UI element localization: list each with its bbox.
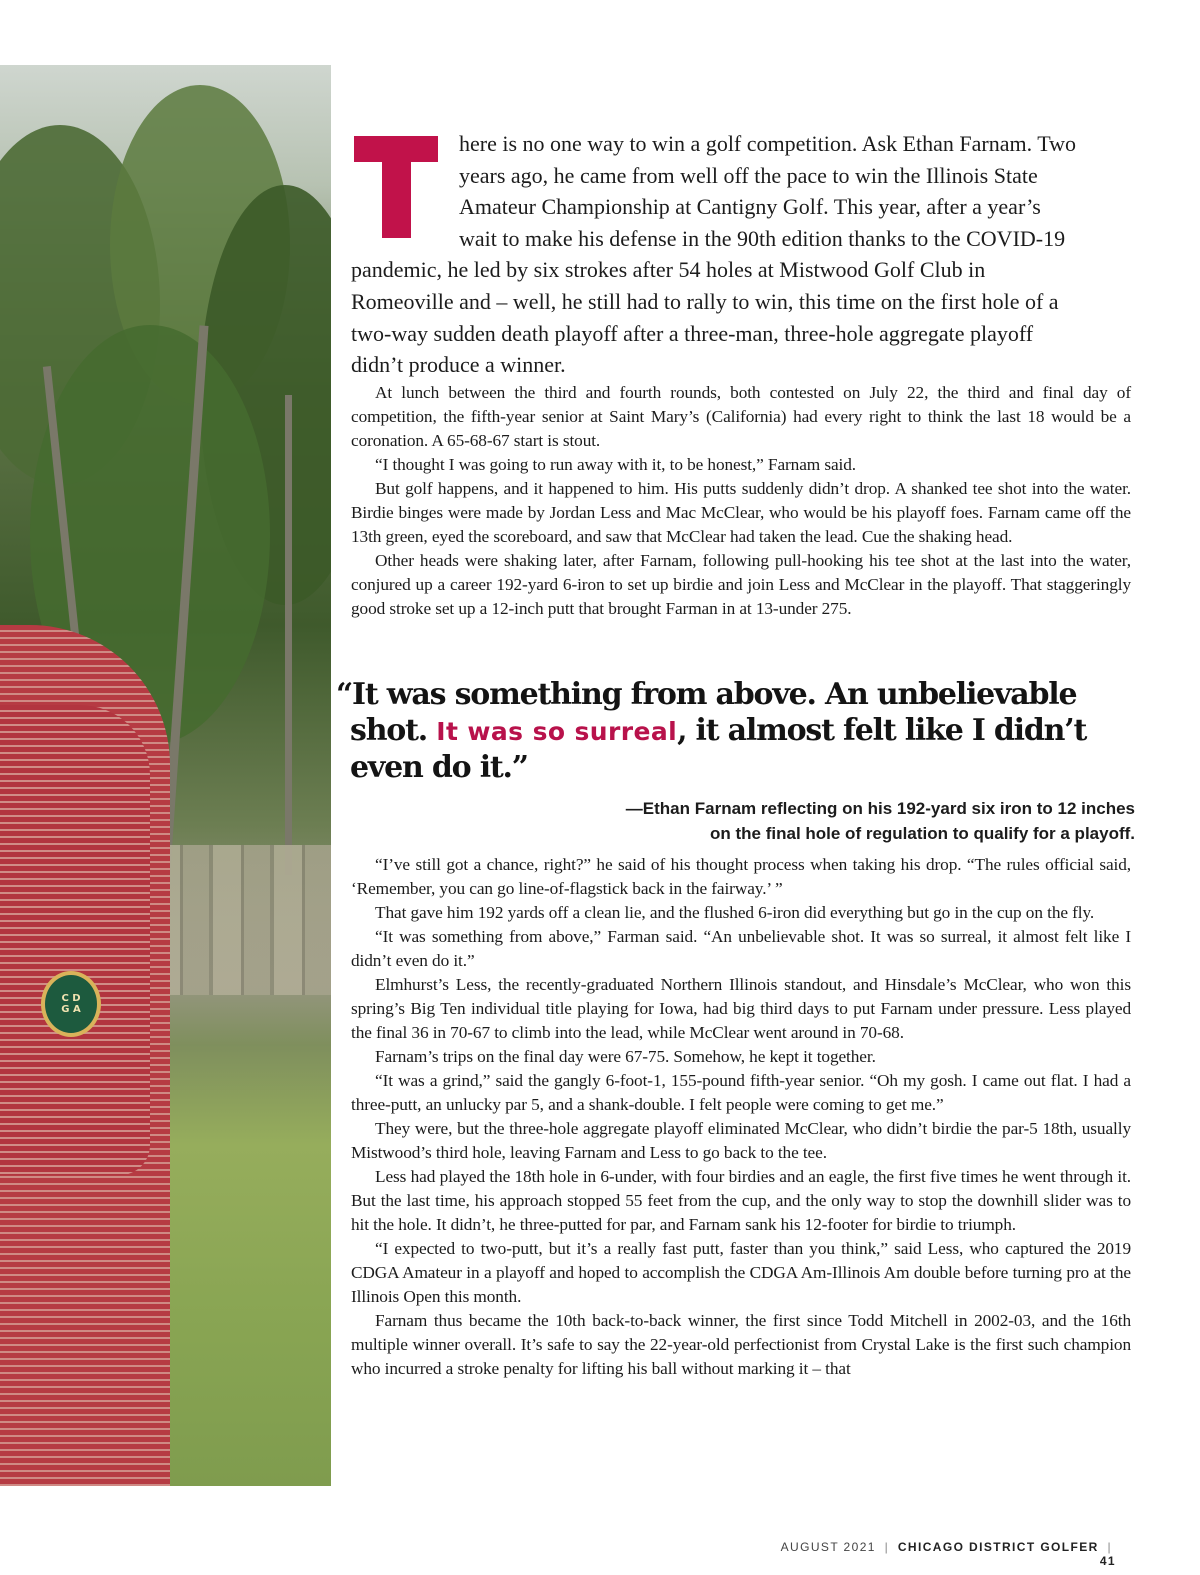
- lede-line: Amateur Championship at Cantigny Golf. This year, after a year’s: [459, 194, 1041, 220]
- lede-paragraph: [351, 128, 1131, 381]
- dropcap: [354, 136, 438, 238]
- page-footer: [760, 1540, 1116, 1568]
- footer-date: AUGUST 2021: [780, 1540, 876, 1554]
- pull-quote: [336, 677, 1136, 846]
- patch-letters: C D G A: [61, 993, 81, 1015]
- golfer-sleeve: [0, 705, 150, 1175]
- body-paragraph: Other heads were shaking later, after Farnam, following pull-hooking his tee shot at the last into the water, conjured up a career 192-yard 6-iron to set up birdie and join Less and McClear in the playoff. That staggeringly good stroke set up a 12-inch putt that brought Farman in at 13-under 275.: [351, 550, 1131, 618]
- footer-magazine-name: CHICAGO DISTRICT GOLFER: [897, 1540, 1099, 1554]
- body-paragraph: At lunch between the third and fourth rounds, both contested on July 22, the third and final day of competition, the fifth-year senior at Saint Mary’s (California) had every right to think the last 18 would be a coronation. A 65-68-67 start is stout.: [351, 382, 1131, 450]
- body-paragraph: Farnam’s trips on the final day were 67-75. Somehow, he kept it together.: [375, 1047, 876, 1066]
- body-paragraph: “It was something from above,” Farman said. “An unbelievable shot. It was so surreal, it almost felt like I didn’t even do it.”: [351, 927, 1131, 970]
- body-paragraph: They were, but the three-hole aggregate playoff eliminated McClear, who didn’t birdie the par-5 18th, usually Mistwood’s third hole, leaving Farnam and Less to go back to the tee.: [351, 1119, 1131, 1162]
- pull-quote-attribution: [336, 796, 1136, 846]
- attribution-line: on the final hole of regulation to qualify for a playoff.: [710, 824, 1135, 843]
- dropcap-stem: [382, 136, 411, 238]
- cover-photo: [0, 65, 331, 1486]
- article-body-continued: [351, 853, 1131, 1381]
- pull-quote-after: , it almost felt like I didn’t even do it.”: [350, 713, 1087, 785]
- attribution-line: —Ethan Farnam reflecting on his 192-yard six iron to 12 inches: [625, 799, 1135, 818]
- pull-quote-text: [336, 677, 1136, 786]
- body-paragraph: Farnam thus became the 10th back-to-back winner, the first since Todd Mitchell in 2002-03, and the 16th multiple winner overall. It’s safe to say the 22-year-old perfectionist from Crystal Lake is the first such champion who incurred a stroke penalty for lifting his ball without marking it – that: [351, 1311, 1131, 1378]
- cdga-logo-patch: [41, 971, 101, 1037]
- body-paragraph: But golf happens, and it happened to him. His putts suddenly didn’t drop. A shanked tee shot into the water. Birdie binges were made by Jordan Less and Mac McClear, who would be his playoff foes. Farnam came off the 13th green, eyed the scoreboard, and saw that McClear had taken the lead. Cue the shaking head.: [351, 478, 1131, 546]
- body-paragraph: Elmhurst’s Less, the recently-graduated Northern Illinois standout, and Hinsdale’s McClear, who won this spring’s Big Ten individual title playing for Iowa, had big third days to put Farnam under pressure. Less played the final 36 in 70-67 to climb into the lead, while McClear went around in 70-68.: [351, 975, 1131, 1042]
- lede-line: two-way sudden death playoff after a three-man, three-hole aggregate playoff: [351, 320, 1034, 346]
- pull-quote-highlight: It was so surreal: [436, 717, 678, 746]
- lede-line: here is no one way to win a golf competition. Ask Ethan Farnam. Two: [459, 131, 1076, 156]
- lede-line: wait to make his defense in the 90th edition thanks to the COVID-19: [459, 225, 1066, 251]
- lede-line: Romeoville and – well, he still had to rally to win, this time on the first hole of a: [351, 288, 1059, 314]
- page-number: 41: [1099, 1554, 1116, 1568]
- body-paragraph: “I’ve still got a chance, right?” he said of his thought process when taking his drop. “The rules official said, ‘Remember, you can go line-of-flagstick back in the fairway.’ ”: [351, 855, 1131, 898]
- body-paragraph: “It was a grind,” said the gangly 6-foot-1, 155-pound fifth-year senior. “Oh my gosh. I came out flat. I had a three-putt, an unlucky par 5, and a shank-double. I felt people were coming to get me.”: [351, 1071, 1131, 1114]
- body-paragraph: Less had played the 18th hole in 6-under, with four birdies and an eagle, the first five times he went through it. But the last time, his approach stopped 55 feet from the cup, and the only way to stop the downhill slider was to hit the hole. It didn’t, he three-putted for par, and Farnam sank his 12-footer for birdie to triumph.: [351, 1167, 1131, 1234]
- tree-trunk: [285, 395, 292, 875]
- pull-quote-before: “It was something from above. An unbelievable shot.: [336, 677, 1077, 748]
- footer-separator: |: [884, 1540, 890, 1554]
- body-paragraph: “I expected to two-putt, but it’s a really fast putt, faster than you think,” said Less, who captured the 2019 CDGA Amateur in a playoff and hoped to accomplish the CDGA Am-Illinois Am double before turning pro at the Illinois Open this month.: [351, 1239, 1131, 1306]
- lede-line: pandemic, he led by six strokes after 54 holes at Mistwood Golf Club in: [351, 257, 986, 283]
- footer-separator: |: [1107, 1540, 1112, 1554]
- body-paragraph: That gave him 192 yards off a clean lie, and the flushed 6-iron did everything but go in the cup on the fly.: [375, 903, 1095, 922]
- lede-line: years ago, he came from well off the pace to win the Illinois State: [459, 162, 1038, 188]
- body-paragraph: “I thought I was going to run away with it, to be honest,” Farnam said.: [375, 454, 857, 474]
- lede-line: didn’t produce a winner.: [351, 352, 566, 378]
- article-body: [351, 128, 1131, 621]
